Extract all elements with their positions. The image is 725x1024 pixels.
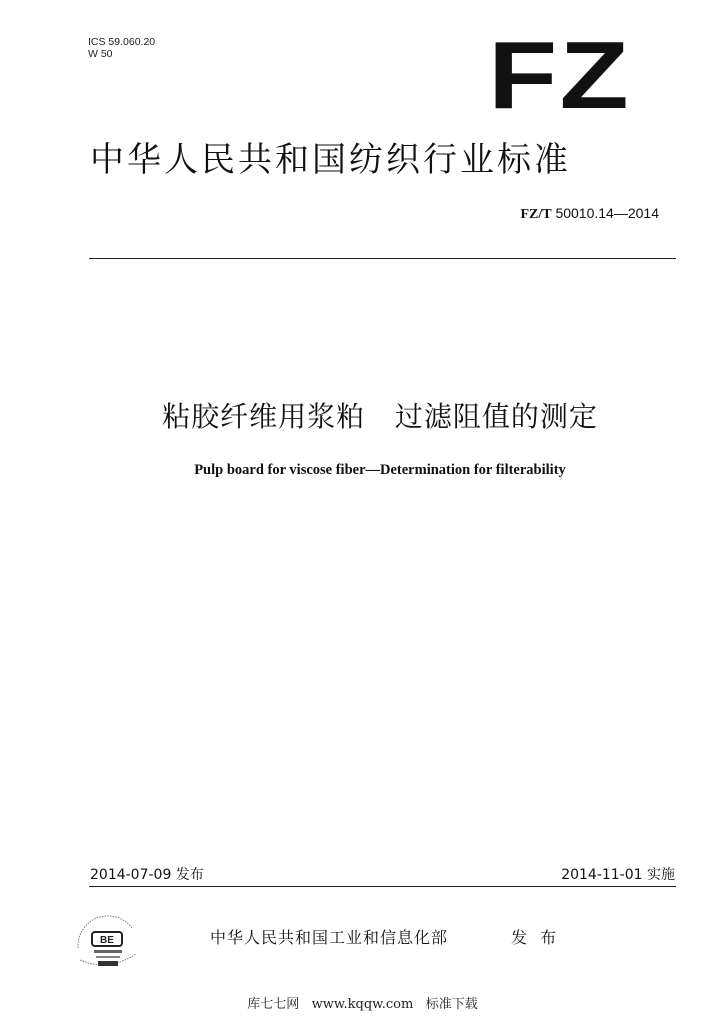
issued-label: 发 布 [511,928,561,947]
svg-text:BE: BE [100,935,114,946]
document-title-cn: 粘胶纤维用浆粕 过滤阻值的测定 [162,400,598,433]
top-rule [89,258,676,259]
issuing-authority: 中华人民共和国工业和信息化部 [210,928,449,947]
bottom-rule [89,886,676,887]
ics-code: ICS 59.060.20 [88,36,156,48]
publisher-seal-icon [72,910,144,976]
download-footer: 库七七网 www.kqqw.com 标准下载 [247,997,478,1012]
fz-logo: FZ [488,22,632,129]
issue-date: 2014-07-09 发布 [90,867,204,883]
standard-number [520,205,659,223]
document-title-en: Pulp board for viscose fiber—Determination for filterability [194,462,566,478]
ics-classification [88,36,155,60]
ccs-code: W 50 [88,48,113,60]
standard-title: 中华人民共和国纺织行业标准 [90,140,571,180]
implementation-date: 2014-11-01 实施 [561,867,675,883]
standard-number-prefix: FZ/T [520,207,552,222]
standard-number-value: 50010.14—2014 [551,205,659,221]
